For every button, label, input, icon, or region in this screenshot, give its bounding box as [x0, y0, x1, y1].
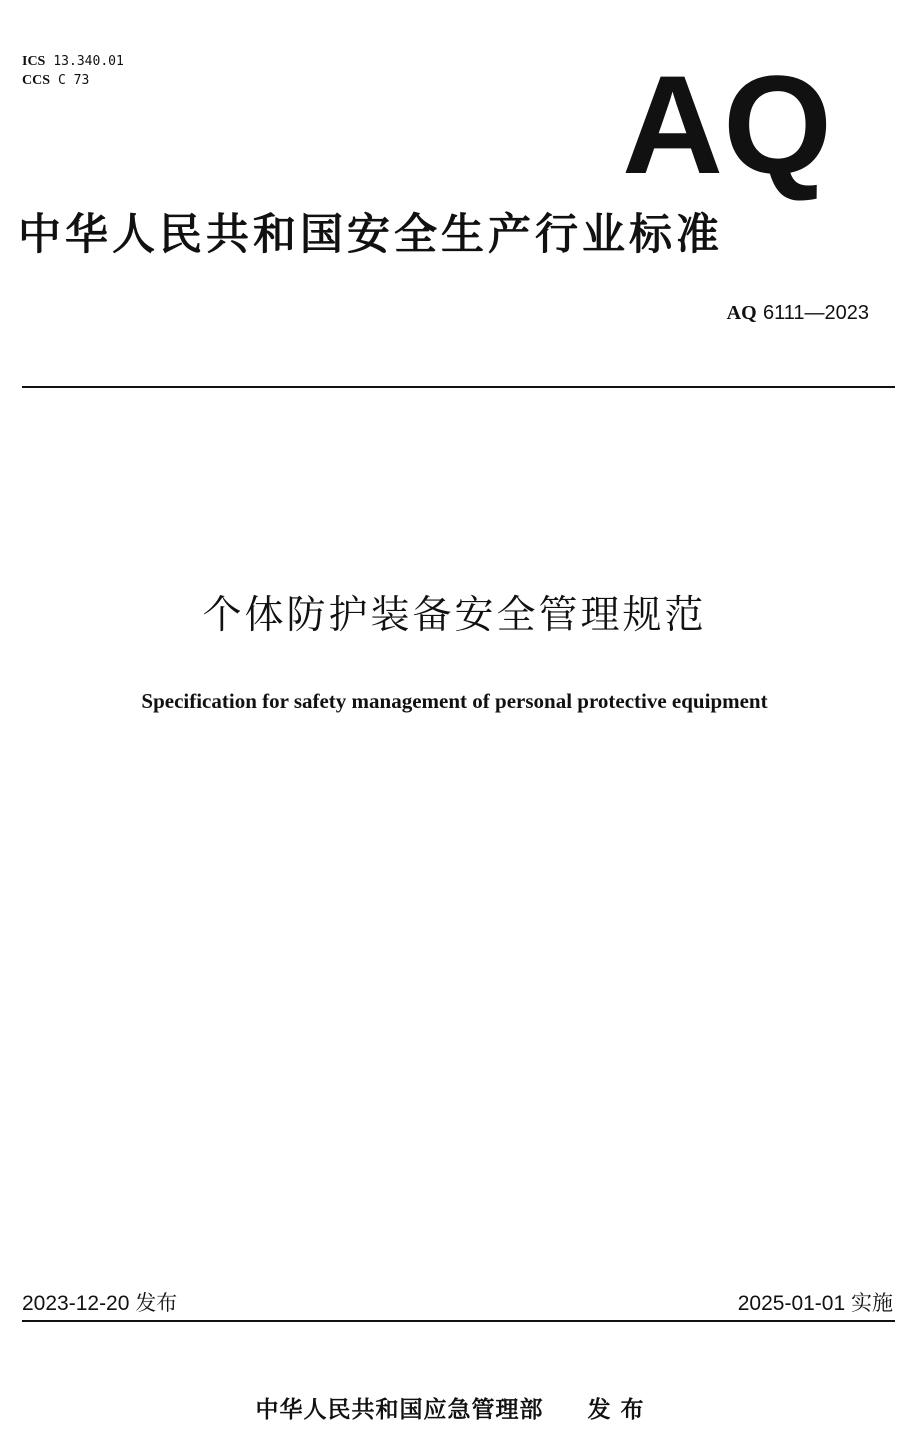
ccs-row [22, 71, 124, 90]
issuer-line [0, 1393, 909, 1427]
ics-label: ICS [22, 54, 46, 69]
ccs-label: CCS [22, 73, 51, 88]
issuer-name: 中华人民共和国应急管理部 [255, 1397, 544, 1423]
issuer-action: 发布 [587, 1397, 654, 1423]
document-title-chinese: 个体防护装备安全管理规范 [202, 593, 707, 638]
classification-codes [22, 52, 124, 90]
top-divider [22, 386, 895, 388]
effective-date: 2025-01-01 实施 [737, 1292, 893, 1315]
aq-logo: AQ [622, 46, 832, 203]
standard-prefix: AQ [726, 302, 757, 324]
ics-value: 13.340.01 [53, 54, 124, 69]
bottom-divider [22, 1320, 895, 1322]
document-title-english: Specification for safety management of personal protective equipment [141, 689, 768, 713]
standard-number [727, 298, 869, 327]
ics-row [22, 52, 124, 71]
standard-type-heading: 中华人民共和国安全生产行业标准 [18, 210, 723, 260]
standard-code: 6111—2023 [762, 302, 869, 324]
publish-date: 2023-12-20 发布 [22, 1292, 178, 1315]
ccs-value: C 73 [58, 73, 90, 88]
